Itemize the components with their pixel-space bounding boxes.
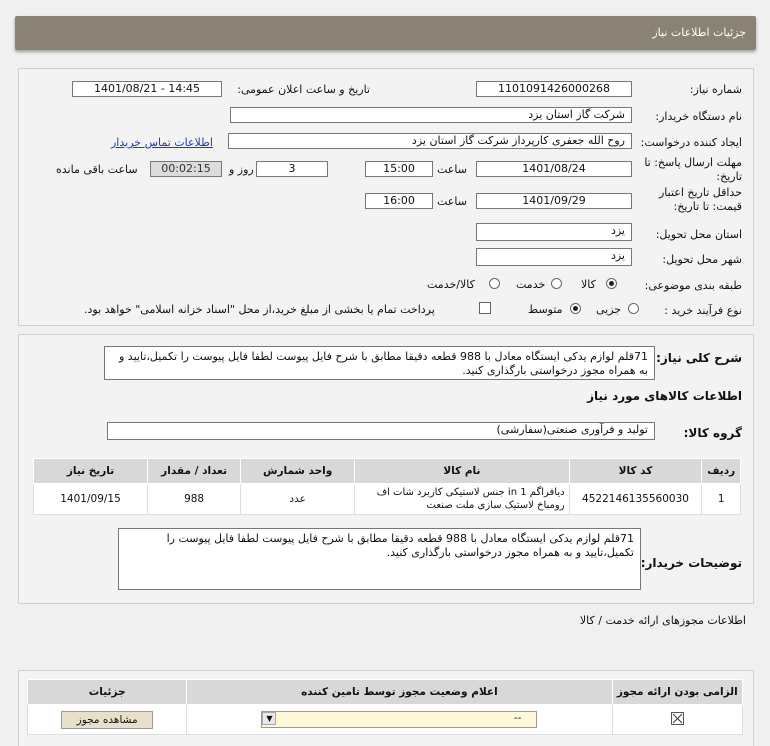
col-unit: واحد شمارش — [241, 459, 355, 484]
validity-date-label: قیمت: تا تاریخ: — [673, 200, 742, 213]
category-label: طبقه بندی موضوعی: — [644, 279, 742, 292]
cell-qty: 988 — [148, 484, 241, 515]
goods-group-label: گروه کالا: — [683, 426, 742, 440]
goods-table — [33, 458, 741, 515]
buyer-notes-text: 71قلم لوازم یدکی ایستگاه معادل با 988 قطعه دقیقا مطابق با شرح فایل پیوست لطفا فایل پیوست را تکمیل،تایید و به همراه مجوز درخواستی بارگذاری کنید. — [118, 528, 641, 590]
cell-row: 1 — [702, 484, 741, 515]
permit-status-value: -- — [513, 712, 522, 724]
process-medium-radio[interactable] — [570, 303, 581, 314]
buyer-notes-label: توضیحات خریدار: — [640, 556, 742, 570]
validity-time-field: 16:00 — [365, 193, 433, 209]
chevron-down-icon[interactable]: ▼ — [262, 712, 276, 725]
process-label: نوع فرآیند خرید : — [664, 304, 742, 317]
table-row[interactable] — [34, 484, 741, 515]
announce-label: تاریخ و ساعت اعلان عمومی: — [237, 83, 370, 96]
summary-text: 71قلم لوازم یدکی ایستگاه معادل با 988 قطعه دقیقا مطابق با شرح فایل پیوست لطفا فایل پیوست را تکمیل،تایید و به همراه مجوز درخواستی بارگذاری کنید. — [104, 346, 655, 380]
deadline-time-field: 15:00 — [365, 161, 433, 177]
category-service-radio[interactable] — [551, 278, 562, 289]
permits-title: اطلاعات مجوزهای ارائه خدمت / کالا — [579, 614, 746, 627]
permit-details-cell — [28, 705, 187, 735]
deadline-date-field: 1401/08/24 — [476, 161, 632, 177]
validity-label: حداقل تاریخ اعتبار — [658, 186, 742, 199]
buyer-org-label: نام دستگاه خریدار: — [655, 110, 742, 123]
permit-status-select[interactable] — [261, 711, 537, 728]
days-label: روز و — [229, 163, 254, 176]
goods-table-header — [34, 459, 741, 484]
table-row — [28, 705, 743, 735]
province-label: استان محل تحویل: — [655, 228, 742, 241]
permit-required-cell — [612, 705, 742, 735]
requester-field: روح الله جعفری کارپرداز شرکت گاز استان یزد — [228, 133, 632, 149]
col-code: کد کالا — [569, 459, 702, 484]
deadline-date-label: تاریخ: — [716, 170, 742, 183]
col-date: تاریخ نیاز — [34, 459, 148, 484]
days-remaining-field: 3 — [256, 161, 328, 177]
permits-table-header — [28, 680, 743, 705]
permit-col-details: جزئیات — [28, 680, 187, 705]
need-number-field: 1101091426000268 — [476, 81, 632, 97]
goods-section-title: اطلاعات کالاهای مورد نیاز — [587, 389, 742, 403]
deadline-label: مهلت ارسال پاسخ: تا — [644, 156, 742, 169]
treasury-payment-checkbox[interactable] — [479, 302, 491, 314]
deadline-time-label: ساعت — [437, 163, 467, 176]
cell-unit: عدد — [241, 484, 355, 515]
checkbox-cross-icon — [671, 712, 684, 725]
permit-col-status: اعلام وضعیت مجوز توسط تامین کننده — [187, 680, 612, 705]
col-name: نام کالا — [355, 459, 569, 484]
category-service-label: خدمت — [516, 278, 546, 291]
city-field: یزد — [476, 248, 632, 266]
remaining-time-field: 00:02:15 — [150, 161, 222, 177]
category-goods-label: کالا — [581, 278, 596, 291]
process-minor-label: جزیی — [596, 303, 622, 316]
process-minor-radio[interactable] — [628, 303, 639, 314]
permits-table — [27, 679, 743, 735]
col-qty: تعداد / مقدار — [148, 459, 241, 484]
view-permit-button[interactable]: مشاهده مجوز — [61, 711, 153, 729]
validity-time-label: ساعت — [437, 195, 467, 208]
cell-date: 1401/09/15 — [34, 484, 148, 515]
page-title: جزئیات اطلاعات نیاز — [652, 26, 746, 39]
goods-group-field: تولید و فرآوری صنعتی(سفارشی) — [107, 422, 655, 440]
category-both-radio[interactable] — [489, 278, 500, 289]
permit-col-required: الزامی بودن ارائه مجوز — [612, 680, 742, 705]
validity-date-field: 1401/09/29 — [476, 193, 632, 209]
announce-datetime-field: 1401/08/21 - 14:45 — [72, 81, 222, 97]
category-both-label: کالا/خدمت — [427, 278, 475, 291]
page-header — [15, 16, 756, 50]
permit-status-cell — [187, 705, 612, 735]
buyer-contact-link[interactable]: اطلاعات تماس خریدار — [111, 136, 213, 149]
cell-code: 4522146135560030 — [569, 484, 702, 515]
buyer-org-field: شرکت گاز استان یزد — [230, 107, 632, 123]
province-field: یزد — [476, 223, 632, 241]
cell-name: دیافراگم 1 in جنس لاستیکی کاربرد شات اف رومباخ لاستیک سازی ملت صنعت — [355, 484, 569, 515]
category-goods-radio[interactable] — [606, 278, 617, 289]
summary-label: شرح کلی نیاز: — [656, 351, 742, 365]
process-medium-label: متوسط — [528, 303, 563, 316]
requester-label: ایجاد کننده درخواست: — [640, 136, 742, 149]
city-label: شهر محل تحویل: — [662, 253, 742, 266]
col-row: ردیف — [702, 459, 741, 484]
treasury-payment-note: پرداخت تمام یا بخشی از مبلغ خرید،از محل "اسناد خزانه اسلامی" خواهد بود. — [84, 303, 435, 316]
need-number-label: شماره نیاز: — [689, 83, 742, 96]
remaining-time-label: ساعت باقی مانده — [56, 163, 138, 176]
